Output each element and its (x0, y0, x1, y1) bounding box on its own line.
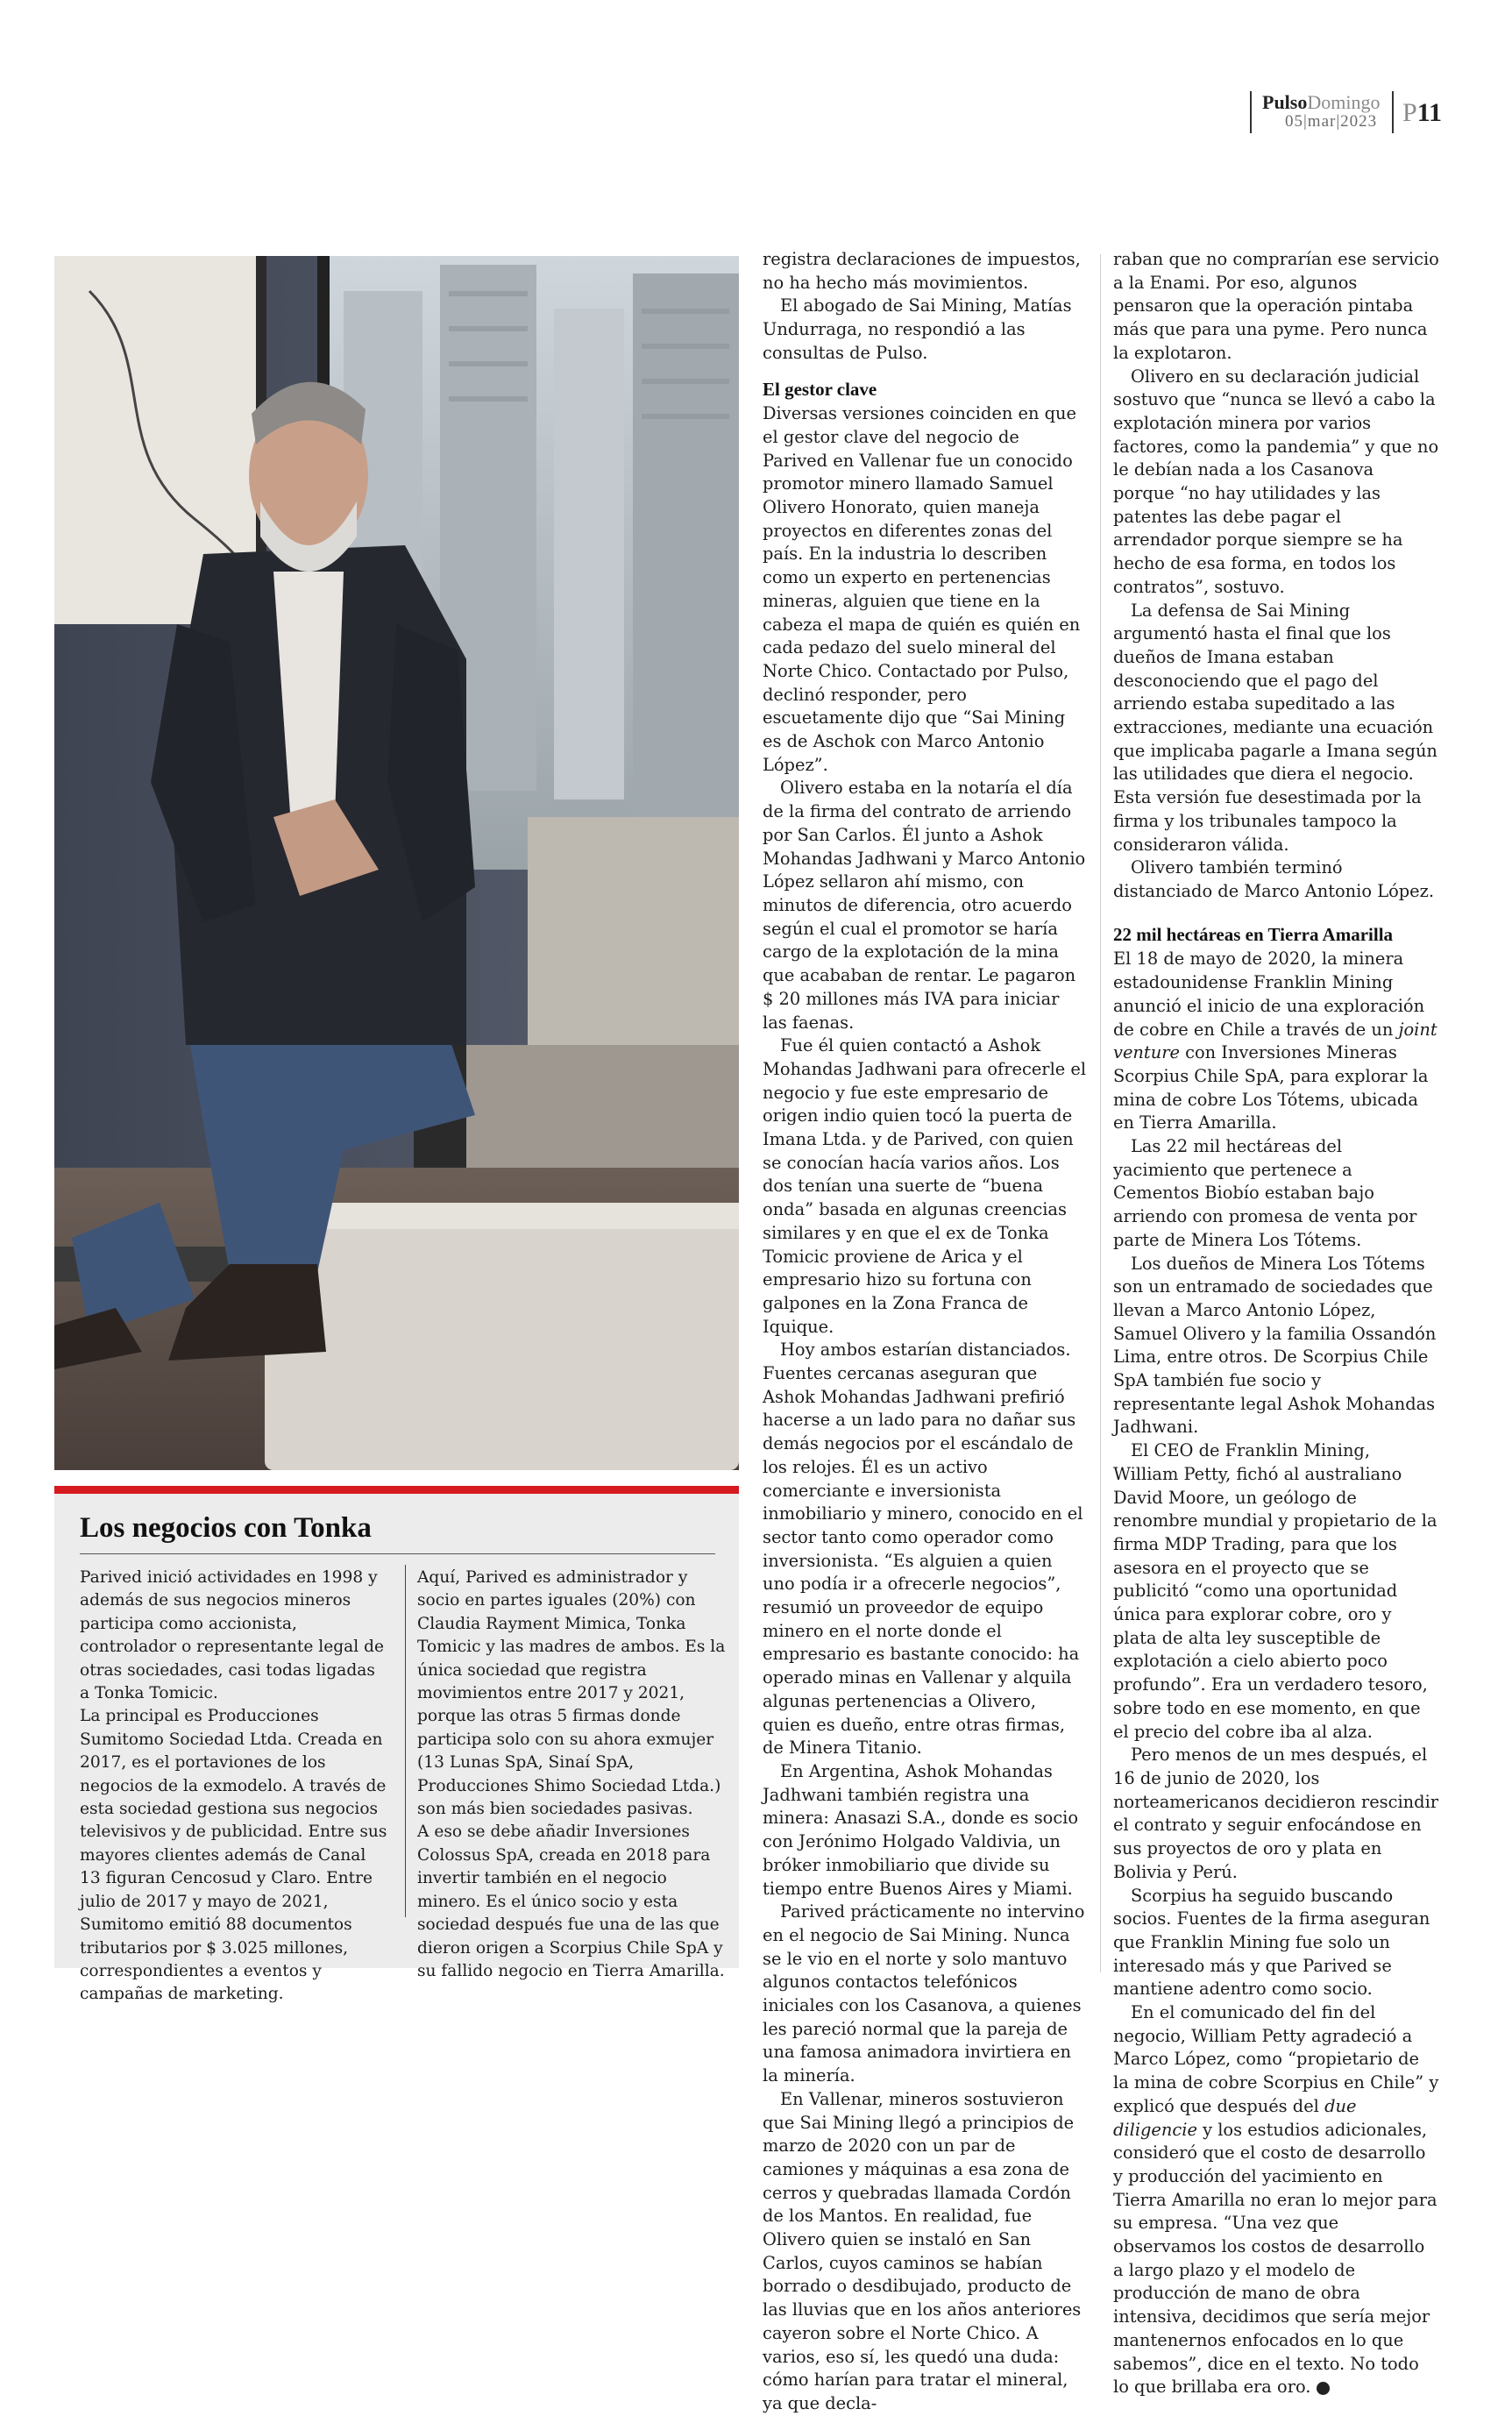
body-paragraph: Hoy ambos estarían distanciados. Fuentes cercanas aseguran que Ashok Mohandas Jadhwani prefirió hacerse a un lado para no dañar sus demás negocios por el escándalo de los relojes. Él es un activo comerciante e inversionista inmobiliario y minero, conocido en el sector tanto como operador como inversionista. “Es alguien a quien uno podía ir a ofrecerle negocios”, resumió un proveedor de equipo minero en el norte donde el empresario es bastante conocido: ha operado minas en Vallenar y alquila algunas pertenencias a Olivero, quien es dueño, entre otras firmas, de Minera Titanio. (763, 1339, 1083, 1759)
body-paragraph: En el comunicado del fin del negocio, William Petty agradeció a Marco López, como “propietario de la mina de cobre Scorpius en Chile” y explicó que después del due diligencie y los estudios adicionales, consideró que el costo de desarrollo y producción del yacimiento en Tierra Amarilla no eran lo mejor para su empresa. “Una vez que observamos los costos de desarrollo a largo plazo y el modelo de producción de mano de obra intensiva, decidimos que sería mejor mantenernos enfocados en lo que sabemos”, dice en el texto. No todo lo que brillaba era oro. P (1113, 2002, 1439, 2398)
article-column-3 (1113, 248, 1439, 2399)
header-divider-2 (1392, 91, 1394, 133)
body-paragraph: El CEO de Franklin Mining, William Petty, fichó al australiano David Moore, un geólogo de renombre mundial y propietario de la firma MDP Trading, para que los asesora en el proyecto que se publicitó “como una oportunidad única para explorar cobre, oro y plata de alta ley susceptible de explotación a cielo abierto poco profundo”. Era un verdadero tesoro, sobre todo en ese momento, en que el precio del cobre iba al alza. (1113, 1440, 1437, 1742)
sidebar-column-2 (405, 1565, 726, 1980)
sidebar-paragraph: La principal es Producciones Sumitomo Sociedad Ltda. Creada en 2017, es el portaviones de los negocios de la exmodelo. A través de esta sociedad gestiona sus negocios televisivos y de publicidad. Entre sus mayores clientes además de Canal 13 figuran Cencosud y Claro. Entre julio de 2017 y mayo de 2021, Sumitomo emitió 88 documentos tributarios por $ 3.025 millones, correspondientes a eventos y campañas de marketing. (80, 1707, 387, 2004)
body-paragraph: El 18 de mayo de 2020, la minera estadounidense Franklin Mining anunció el inicio de una exploración de cobre en Chile a través de un joint venture con Inversiones Mineras Scorpius Chile SpA, para explorar la mina de cobre Los Tótems, ubicada en Tierra Amarilla. (1113, 949, 1437, 1133)
body-paragraph: En Argentina, Ashok Mohandas Jadhwani también registra una minera: Anasazi S.A., donde es socio con Jerónimo Holgado Valdivia, un bróker inmobiliario que divide su tiempo entre Buenos Aires y Miami. (763, 1761, 1079, 1899)
body-paragraph: En Vallenar, mineros sostuvieron que Sai Mining llegó a principios de marzo de 2020 con un par de camiones y máquinas a esa zona de cerros y quebradas llamada Cordón de los Mantos. En realidad, fue Olivero quien se instaló en San Carlos, cuyos caminos se habían borrado o desdibujado, producto de las lluvias que en los años anteriores cayeron sobre el Norte Chico. A varios, eso sí, les quedó una duda: cómo harían para tratar el mineral, ya que decla- (763, 2088, 1082, 2413)
body-paragraph: Olivero también terminó distanciado de Marco Antonio López. (1113, 857, 1435, 901)
body-paragraph: Las 22 mil hectáreas del yacimiento que pertenece a Cementos Biobío estaban bajo arriendo con promesa de venta por parte de Minera Los Tótems. (1113, 1136, 1417, 1250)
body-paragraph: El abogado de Sai Mining, Matías Undurraga, no respondió a las consultas de Pulso. (763, 295, 1072, 363)
body-paragraph: Olivero estaba en la notaría el día de la firma del contrato de arriendo por San Carlos. Él junto a Ashok Mohandas Jadhwani y Marco Antonio López sellaron ahí mismo, con minutos de diferencia, otro acuerdo según el cual el promotor se haría cargo de la explotación de la mina que acababan de rentar. Le pagaron $ 20 millones más IVA para iniciar las faenas. (763, 778, 1086, 1033)
page-number: P11 (1402, 98, 1443, 127)
body-paragraph: Pero menos de un mes después, el 16 de junio de 2020, los norteamericanos decidieron rescindir el contrato y seguir enfocándose en sus proyectos de oro y plata en Bolivia y Perú. (1113, 1744, 1439, 1882)
sidebar-paragraph: A eso se debe añadir Inversiones Colossus SpA, creada en 2018 para invertir también en el negocio minero. Es el único socio y esta sociedad después fue una de las que dieron origen a Scorpius Chile SpA y su fallido negocio en Tierra Amarilla. (417, 1823, 725, 1980)
body-paragraph: Scorpius ha seguido buscando socios. Fuentes de la firma aseguran que Franklin Mining fue solo un interesado más y que Parived se mantiene adentro como socio. (1113, 1885, 1430, 2000)
body-paragraph: Fue él quien contactó a Ashok Mohandas Jadhwani para ofrecerle el negocio y fue este empresario de origen indio quien tocó la puerta de Imana Ltda. y de Parived, con quien se conocían hacía varios años. Los dos tenían una suerte de “buena onda” basada en algunas creencias similares y en que el ex de Tonka Tomicic proviene de Arica y el empresario hizo su fortuna con galpones en la Zona Franca de Iquique. (763, 1035, 1087, 1337)
body-paragraph: Olivero en su declaración judicial sostuvo que “nunca se llevó a cabo la explotación minera por varios factores, como la pandemia” y que no le debían nada a los Casanova porque “no hay utilidades y las patentes las debe pagar el arrendador porque siempre se ha hecho de esa forma, en todos los contratos”, sostuvo. (1113, 366, 1439, 597)
body-paragraph: raban que no comprarían ese servicio a la Enami. Por eso, algunos pensaron que la operación pintaba más que para una pyme. Pero nunca la explotaron. (1113, 249, 1439, 363)
issue-date: 05|mar|2023 (1285, 112, 1378, 131)
body-paragraph: Los dueños de Minera Los Tótems son un entramado de sociedades que llevan a Marco Antonio López, Samuel Olivero y la familia Ossandón Lima, entre otros. De Scorpius Chile SpA también fue socio y representante legal Ashok Mohandas Jadhwani. (1113, 1253, 1437, 1438)
sidebar-title: Los negocios con Tonka (80, 1512, 372, 1544)
section-heading: 22 mil hectáreas en Tierra Amarilla (1113, 923, 1394, 945)
sidebar-column-1 (80, 1567, 388, 2007)
sidebar-accent-bar (54, 1486, 739, 1494)
sidebar-rule (80, 1553, 715, 1554)
body-paragraph: La defensa de Sai Mining argumentó hasta el final que los dueños de Imana estaban desconociendo que el pago del arriendo estaba supeditado a las extracciones, mediante una ecuación que implicaba pagarle a Imana según las utilidades que diera el negocio. Esta versión fue desestimada por la firma y los tribunales tampoco la consideraron válida. (1113, 600, 1437, 855)
sidebar-paragraph: Parived inició actividades en 1998 y además de sus negocios mineros participa como accionista, controlador o representante legal de otras sociedades, casi todas ligadas a Tonka Tomicic. (80, 1568, 384, 1703)
body-paragraph: Diversas versiones coinciden en que el gestor clave del negocio de Parived en Vallenar fue un conocido promotor minero llamado Samuel Olivero Honorato, quien maneja proyectos en diferentes zonas del país. En la industria lo describen como un experto en pertenencias mineras, alguien que tiene en la cabeza el mapa de quién es quién en cada pedazo del suelo mineral del Norte Chico. Contactado por Pulso, declinó responder, pero escuetamente dijo que “Sai Mining es de Aschok con Marco Antonio López”. (763, 403, 1081, 775)
body-paragraph: registra declaraciones de impuestos, no ha hecho más movimientos. (763, 249, 1081, 293)
sidebar-paragraph: Aquí, Parived es administrador y socio en partes iguales (20%) con Claudia Rayment Mimica, Tonka Tomicic y las madres de ambos. Es la única sociedad que registra movimientos entre 2017 y 2021, porque las otras 5 firmas donde participa solo con su ahora exmujer (13 Lunas SpA, Sinaí SpA, Producciones Shimo Sociedad Ltda.) son más bien sociedades pasivas. (417, 1568, 726, 1819)
section-heading: El gestor clave (763, 378, 877, 400)
portrait-illustration (54, 256, 739, 1470)
publication-brand: PulsoDomingo (1262, 91, 1381, 113)
portrait-photo (54, 256, 739, 1470)
sidebar-box (54, 1486, 739, 2004)
body-paragraph: Parived prácticamente no intervino en el negocio de Sai Mining. Nunca se le vio en el norte y solo mantuvo algunos contactos telefónicos iniciales con los Casanova, a quienes les pareció normal que la pareja de una famosa animadora invirtiera en la minería. (763, 1901, 1085, 2086)
end-of-article-icon: P (1317, 2382, 1330, 2395)
header-divider (1250, 91, 1252, 133)
column-divider (1100, 254, 1101, 1972)
